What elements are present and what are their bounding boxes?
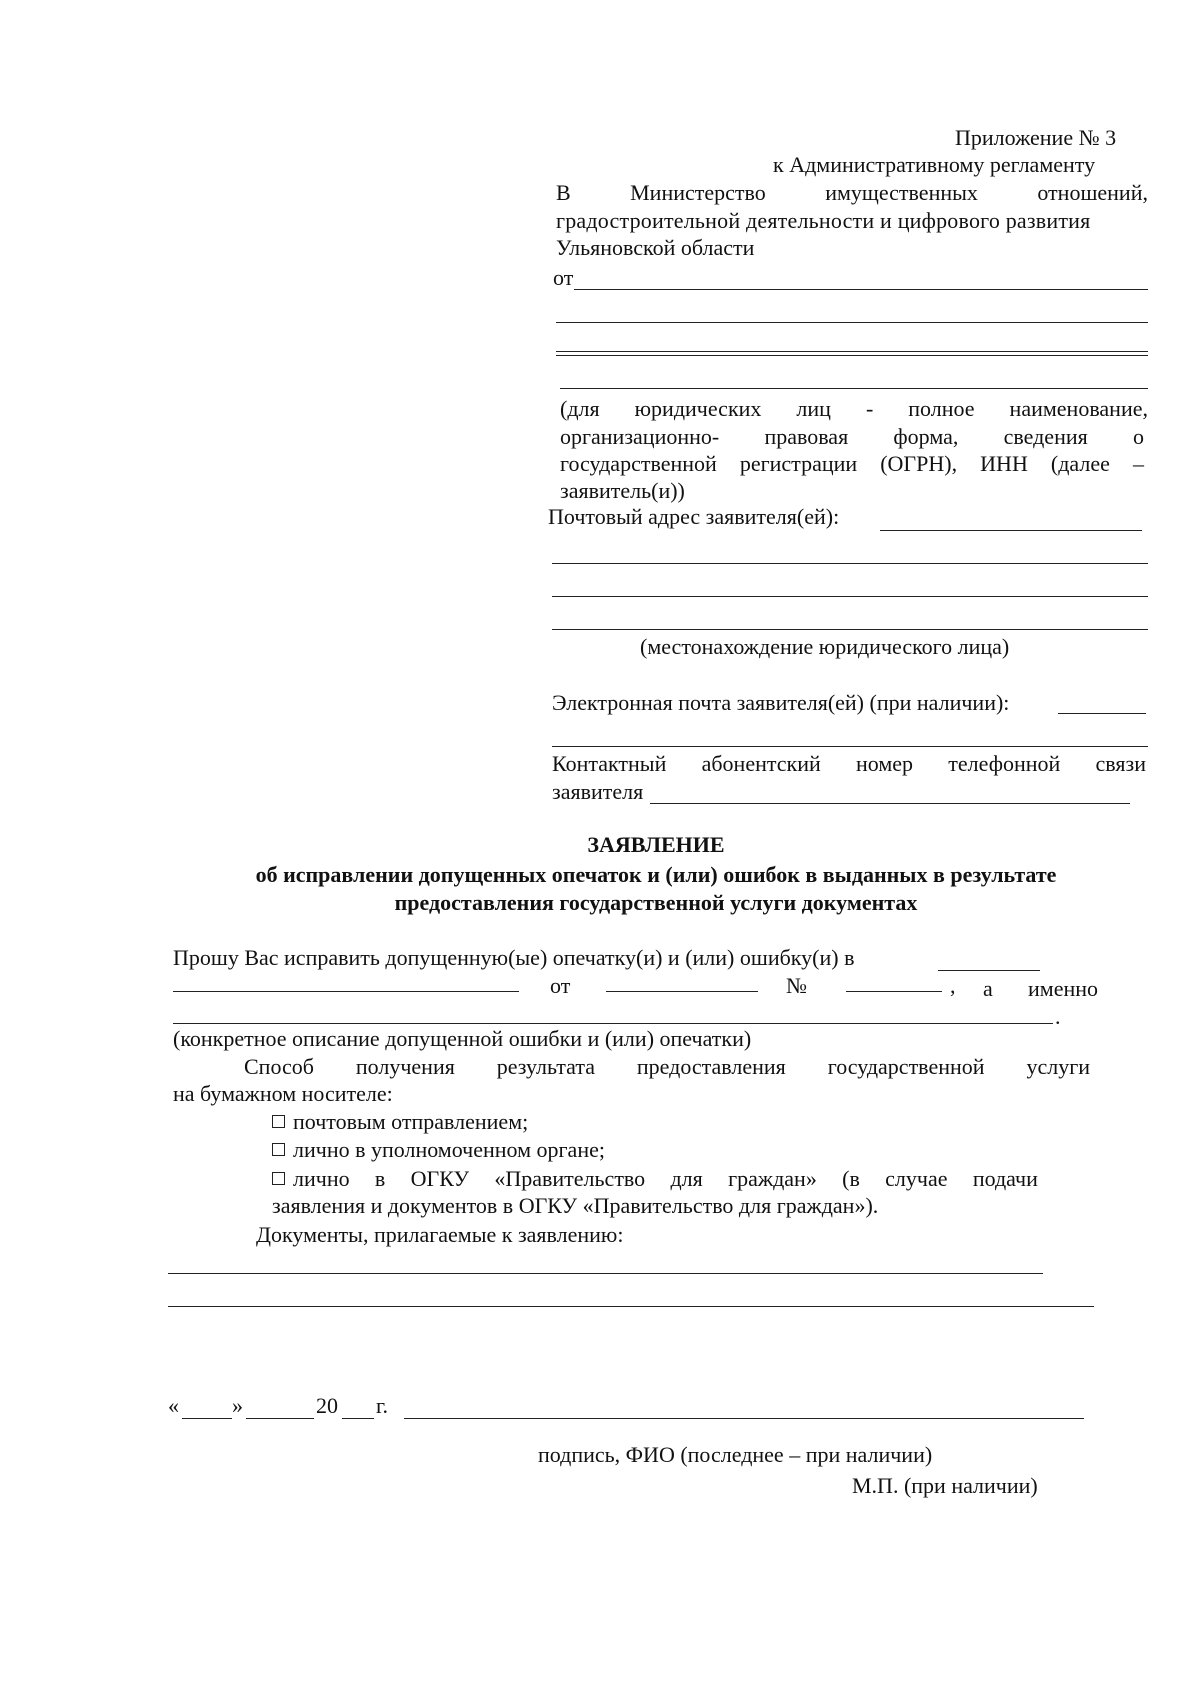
from-word: от — [550, 973, 571, 998]
option-mail[interactable] — [272, 1109, 528, 1134]
phone-line-2: заявителя — [552, 779, 644, 804]
word: (для — [560, 396, 600, 421]
applicant-name-line-2[interactable] — [556, 322, 1148, 323]
applicant-name-line-3b — [556, 355, 1148, 356]
legal-hint-line-4: заявитель(и)) — [560, 478, 685, 503]
year-line[interactable] — [342, 1418, 374, 1419]
word: ОГКУ — [410, 1166, 470, 1191]
email-label: Электронная почта заявителя(ей) (при наличии): — [552, 690, 1010, 715]
appendix-number: Приложение № 3 — [955, 125, 1117, 150]
option-mail-label: почтовым отправлением; — [293, 1109, 529, 1134]
word: получения — [355, 1054, 455, 1079]
word: предоставления — [636, 1054, 786, 1079]
addressee-line-2: градостроительной деятельности и цифрового развития — [556, 208, 1091, 233]
checkbox-icon[interactable] — [272, 1143, 285, 1156]
email-line-2[interactable] — [552, 746, 1148, 747]
error-description-line[interactable] — [173, 1023, 1053, 1024]
signature-line[interactable] — [404, 1418, 1084, 1419]
postal-address-line-3[interactable] — [552, 596, 1148, 597]
statement-subtitle-1: об исправлении допущенных опечаток и (или) ошибок в выданных в результате — [255, 862, 1057, 887]
method-line-1 — [244, 1054, 1090, 1079]
applicant-name-line-4[interactable] — [560, 388, 1148, 389]
stamp-caption: М.П. (при наличии) — [852, 1473, 1038, 1498]
word: организационно- — [560, 424, 720, 449]
document-name-line-1[interactable] — [938, 970, 1040, 971]
word: Министерство — [630, 180, 766, 205]
day-line[interactable] — [182, 1418, 232, 1419]
period: . — [1055, 1004, 1061, 1029]
word: телефонной — [948, 751, 1061, 776]
month-line[interactable] — [246, 1418, 314, 1419]
number-sign: № — [786, 973, 807, 998]
applicant-name-line[interactable] — [574, 289, 1148, 290]
word: Контактный — [552, 751, 667, 776]
namely-word: именно — [1028, 976, 1099, 1001]
word: лиц — [796, 396, 831, 421]
word: сведения — [1003, 424, 1088, 449]
word: для — [670, 1166, 703, 1191]
description-caption: (конкретное описание допущенной ошибки и (или) опечатки) — [173, 1026, 752, 1051]
word: связи — [1095, 751, 1146, 776]
option-ogku-line-2: заявления и документов в ОГКУ «Правительство для граждан»). — [272, 1193, 879, 1218]
statement-title: ЗАЯВЛЕНИЕ — [587, 832, 725, 857]
addressee-line-3: Ульяновской области — [556, 235, 755, 260]
comma: , — [950, 973, 956, 998]
word: лично — [293, 1166, 350, 1191]
quote-open: « — [168, 1393, 179, 1418]
word: подачи — [972, 1166, 1038, 1191]
word: ИНН — [980, 451, 1028, 476]
signature-caption: подпись, ФИО (последнее – при наличии) — [538, 1442, 933, 1467]
legal-hint-line-2 — [560, 424, 1144, 449]
postal-address-line-1[interactable] — [880, 530, 1142, 531]
regulation-reference: к Административному регламенту — [773, 152, 1096, 177]
quote-close: » — [232, 1393, 243, 1418]
year-suffix: г. — [376, 1393, 389, 1418]
option-in-person-label: лично в уполномоченном органе; — [293, 1137, 605, 1162]
word: наименование, — [1009, 396, 1148, 421]
word: полное — [908, 396, 975, 421]
attachments-label: Документы, прилагаемые к заявлению: — [256, 1222, 624, 1247]
phone-number-line[interactable] — [650, 803, 1130, 804]
word: (ОГРН), — [880, 451, 958, 476]
word: абонентский — [701, 751, 821, 776]
method-line-2: на бумажном носителе: — [173, 1081, 393, 1106]
word: результата — [496, 1054, 595, 1079]
postal-address-label: Почтовый адрес заявителя(ей): — [548, 504, 840, 529]
postal-address-line-2[interactable] — [552, 563, 1148, 564]
word: государственной — [560, 451, 717, 476]
word: имущественных — [825, 180, 978, 205]
checkbox-icon[interactable] — [272, 1172, 285, 1185]
year-prefix: 20 — [316, 1393, 338, 1418]
from-label: от — [553, 265, 574, 290]
option-ogku-line-1[interactable] — [272, 1166, 1038, 1191]
word: государственной — [827, 1054, 985, 1079]
word: - — [865, 396, 874, 421]
word: Способ — [244, 1054, 314, 1079]
attachments-line-2[interactable] — [168, 1306, 1094, 1307]
checkbox-icon[interactable] — [272, 1115, 285, 1128]
word: (в — [842, 1166, 860, 1191]
word: регистрации — [739, 451, 858, 476]
word: «Правительство — [494, 1166, 646, 1191]
document-name-line-2[interactable] — [173, 991, 519, 992]
word: форма, — [893, 424, 959, 449]
word: граждан» — [728, 1166, 817, 1191]
attachments-line-1[interactable] — [168, 1273, 1043, 1274]
word: В — [556, 180, 571, 205]
word: случае — [885, 1166, 948, 1191]
word: номер — [856, 751, 914, 776]
word: услуги — [1026, 1054, 1090, 1079]
word: (далее — [1050, 451, 1110, 476]
document-number-line[interactable] — [846, 991, 942, 992]
word: юридических — [634, 396, 762, 421]
statement-subtitle-2: предоставления государственной услуги документах — [394, 890, 918, 915]
option-in-person[interactable] — [272, 1137, 605, 1162]
postal-address-caption: (местонахождение юридического лица) — [640, 634, 1010, 659]
word: правовая — [764, 424, 849, 449]
legal-hint-line-1 — [560, 396, 1148, 421]
addressee-line-1 — [556, 180, 1148, 205]
request-text: Прошу Вас исправить допущенную(ые) опечатку(и) и (или) ошибку(и) в — [173, 945, 855, 970]
word: отношений, — [1037, 180, 1148, 205]
word: о — [1132, 424, 1144, 449]
option-ogku-first — [272, 1166, 350, 1191]
word: в — [374, 1166, 386, 1191]
applicant-name-line-3[interactable] — [556, 351, 1148, 352]
postal-address-line-4[interactable] — [552, 629, 1148, 630]
legal-hint-line-3 — [560, 451, 1144, 476]
phone-line-1 — [552, 751, 1146, 776]
email-line-1[interactable] — [1058, 713, 1146, 714]
a-word: а — [983, 976, 993, 1001]
word: – — [1132, 451, 1144, 476]
document-date-line[interactable] — [606, 991, 758, 992]
